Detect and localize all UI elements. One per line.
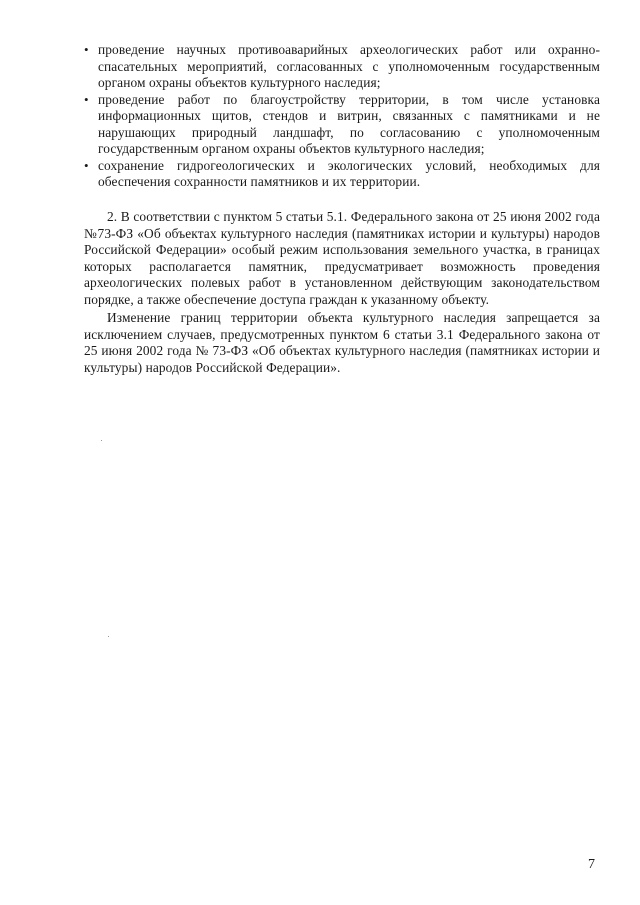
bullet-item xyxy=(84,158,600,191)
bullet-marker: • xyxy=(84,157,89,173)
bullet-list xyxy=(84,42,600,191)
page-number: 7 xyxy=(588,857,595,872)
scan-speck xyxy=(101,440,102,441)
bullet-item xyxy=(84,92,600,158)
body-paragraph: 2. В соответствии с пунктом 5 статьи 5.1. Федерального закона от 25 июня 2002 года №73-ФЗ «Об объектах культурного наследия (памятниках истории и культуры) народов Российской Федерации» особый режим использования земельного участка, в границах которых располагается памятник, предусматривает возможность проведения археологических полевых работ в установленном действующим законодательством порядке, а также обеспечение доступа граждан к указанному объекту. xyxy=(84,209,600,307)
bullet-text: сохранение гидрогеологических и экологических условий, необходимых для обеспечения сохранности памятников и их территории. xyxy=(98,157,600,189)
bullet-marker: • xyxy=(84,42,89,57)
bullet-text: проведение научных противоаварийных археологических работ или охранно-спасательных мероприятий, согласованных с уполномоченным государственным органом охраны объектов культурного наследия; xyxy=(98,42,600,90)
bullet-item xyxy=(84,42,600,92)
body-paragraph: Изменение границ территории объекта культурного наследия запрещается за исключением случаев, предусмотренных пунктом 6 статьи 3.1 Федерального закона от 25 июня 2002 года № 73-ФЗ «Об объектах культурного наследия (памятниках истории и культуры) народов Российской Федерации». xyxy=(84,310,600,375)
scan-speck xyxy=(108,636,109,637)
bullet-text: проведение работ по благоустройству территории, в том числе установка информационных щитов, стендов и витрин, связанных с памятниками и не нарушающих природный ландшафт, по согласованию с уполномоченным государственным органом охраны объектов культурного наследия; xyxy=(98,91,600,156)
bullet-marker: • xyxy=(84,91,89,107)
